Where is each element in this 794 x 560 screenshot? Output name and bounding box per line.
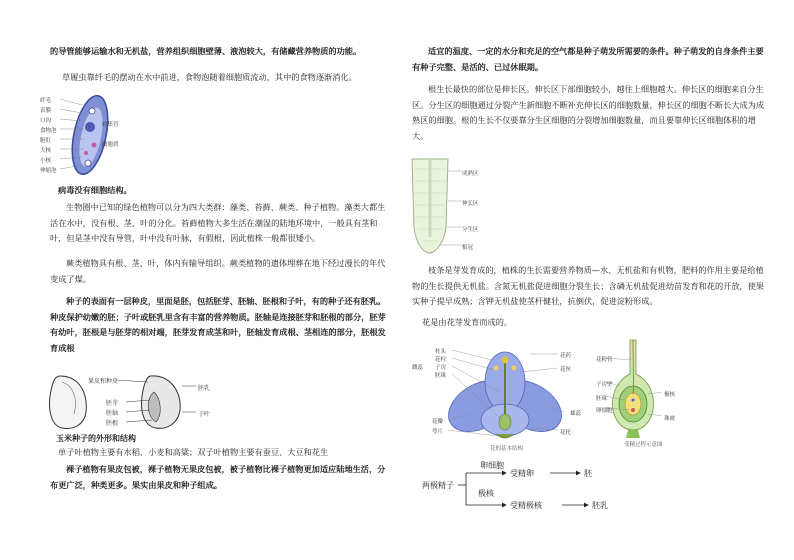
root-label-2: 分生区 <box>462 227 479 233</box>
paramecium-label-1: 表膜 <box>40 108 52 114</box>
corn-label-3: 胚轴 <box>106 410 119 417</box>
paramecium-text: 草履虫靠纤毛的摆动在水中前进，食物泡随着细胞质流动，其中的食物逐渐消化。 <box>62 72 357 82</box>
paramecium-figure <box>48 87 118 182</box>
paramecium-label-0: 纤毛 <box>40 98 52 104</box>
fern-text: 蕨类植物具有根、茎、叶，体内有输导组织。蕨类植物的遗体埋葬在地下经过漫长的年代变成了煤。 <box>50 258 386 284</box>
corn-label-1: 胚乳 <box>198 385 211 392</box>
flow-top-final: 胚 <box>584 469 592 478</box>
paramecium-label-8: 收集管 <box>102 122 119 128</box>
flow-bottom-label: 极核 <box>478 489 494 498</box>
pistil-label-1: 子房壁 <box>596 382 613 388</box>
flow-bottom-result: 受精极核 <box>510 501 542 510</box>
flow-top-label: 卵细胞 <box>480 461 504 470</box>
seed-text: 种子的表面有一层种皮，里面是胚，包括胚芽、胚轴、胚根和子叶，有的种子还有胚乳。种皮保护幼嫩的胚；子叶或胚乳里含有丰富的营养物质。胚轴是连接胚芽和胚根的部分，胚芽有幼叶，胚根是与胚芽的相对端，胚芽发育成茎和叶，胚轴发育成根、茎相连的部分，胚根发育成根 <box>50 296 386 353</box>
fertilization-figure <box>600 338 672 440</box>
flower-label-1: 花柱 <box>435 357 447 363</box>
corn-label-2: 胚芽 <box>106 400 119 407</box>
corn-caption: 玉米种子的外形和结构 <box>56 434 136 443</box>
root-label-1: 伸长区 <box>462 201 479 207</box>
flower-label-2: 子房 <box>435 365 447 371</box>
paramecium-label-5: 大核 <box>40 148 52 154</box>
flow-bottom-final: 胚乳 <box>592 501 608 510</box>
xylem-text: 的导管能够运输水和无机盐，营养组织细胞壁薄、液泡较大，有储藏营养物质的功能。 <box>50 46 362 56</box>
flower-label-7: 花药 <box>560 353 572 359</box>
paramecium-label-4: 胞肛 <box>40 138 52 144</box>
gymnosperm-text: 裸子植物有果皮包被，裸子植物无果皮包被，被子植物比裸子植物更加适应陆地生活，分布更广泛，种类更多。果实由果皮和种子组成。 <box>50 464 386 490</box>
flow-source: 两极精子 <box>422 481 454 490</box>
flower-caption: 花的基本结构 <box>490 446 524 452</box>
virus-text: 病毒没有细胞结构。 <box>58 185 132 195</box>
paramecium-label-9: 细胞质 <box>102 142 119 148</box>
flow-top-result: 受精卵 <box>510 469 534 478</box>
paramecium-label-6: 小核 <box>40 158 52 164</box>
flower-label-0: 柱头 <box>435 349 447 355</box>
plant-groups-text: 生物圈中已知的绿色植物可以分为四大类群：藻类、苔藓、蕨类、种子植物。藻类大都生活在水中，没有根、茎、叶的分化。苔藓植物大多生活在潮湿的陆地环境中，一般具有茎和叶，但是茎中没有导管，叶中没有叶脉，有假根，因此植株一般都很矮小。 <box>50 202 386 243</box>
monocot-text: 单子叶植物主要有水稻、小麦和高粱；双子叶植物主要有蚕豆、大豆和花生 <box>58 447 329 457</box>
flower-label-5: 萼片 <box>432 429 444 435</box>
pistil-label-3: 卵细胞 <box>596 408 613 414</box>
flower-label-6: 花托 <box>560 430 572 436</box>
corn-seed-figure <box>46 372 221 432</box>
flower-label-3: 胚珠 <box>435 373 447 379</box>
root-label-0: 成熟区 <box>462 171 479 177</box>
pistil-label-0: 花粉管 <box>596 357 613 363</box>
flower-label-4: 花瓣 <box>432 419 444 425</box>
paramecium-label-3: 食物泡 <box>40 128 57 134</box>
flower-origin-text: 花是由花芽发育而成的。 <box>422 317 513 327</box>
pistil-label-4: 极核 <box>664 392 676 398</box>
corn-label-0: 果皮和种皮 <box>88 378 119 385</box>
paramecium-label-7: 伸缩泡 <box>40 168 57 174</box>
flower-label-8: 花丝 <box>560 367 572 373</box>
germination-text: 适宜的温度、一定的水分和充足的空气都是种子萌发所需要的条件。种子萌发的自身条件主要有种子完整、是活的、已过休眠期。 <box>412 46 764 72</box>
root-growth-text: 根生长最快的部位是伸长区。伸长区下部细胞较小，越往上细胞越大。伸长区的细胞来自分生区。分生区的细胞通过分裂产生新细胞不断补充伸长区的细胞数量，伸长区的细胞不断长大成为成熟区的细胞。根的生长不仅要靠分生区细胞的分裂增加细胞数量，而且要靠伸长区细胞体积的增大。 <box>412 84 765 141</box>
pistil-label-5: 珠被 <box>664 416 676 422</box>
pistil-caption: 受精过程示意图 <box>624 442 663 448</box>
nutrient-text: 枝条是芽发育成的，植株的生长需要营养物质—水、无机盐和有机物，肥料的作用主要是给植物的生长提供无机盐。含氮无机盐促进细胞分裂生长；含磷无机盐促进幼苗发育和花的开放，使果实种子提早成熟；含钾无机盐使茎杆健壮，抗倒伏，促进淀粉形成。 <box>412 265 765 306</box>
flower-label-10: 雌蕊 <box>412 365 424 371</box>
flower-label-9: 雄蕊 <box>570 411 582 417</box>
paramecium-label-2: 口沟 <box>40 118 52 124</box>
corn-label-5: 胚根 <box>106 420 119 427</box>
pistil-label-2: 胚珠 <box>596 396 608 402</box>
corn-label-4: 子叶 <box>198 411 211 418</box>
root-label-3: 根冠 <box>462 245 474 251</box>
flower-structure-figure <box>430 342 580 452</box>
